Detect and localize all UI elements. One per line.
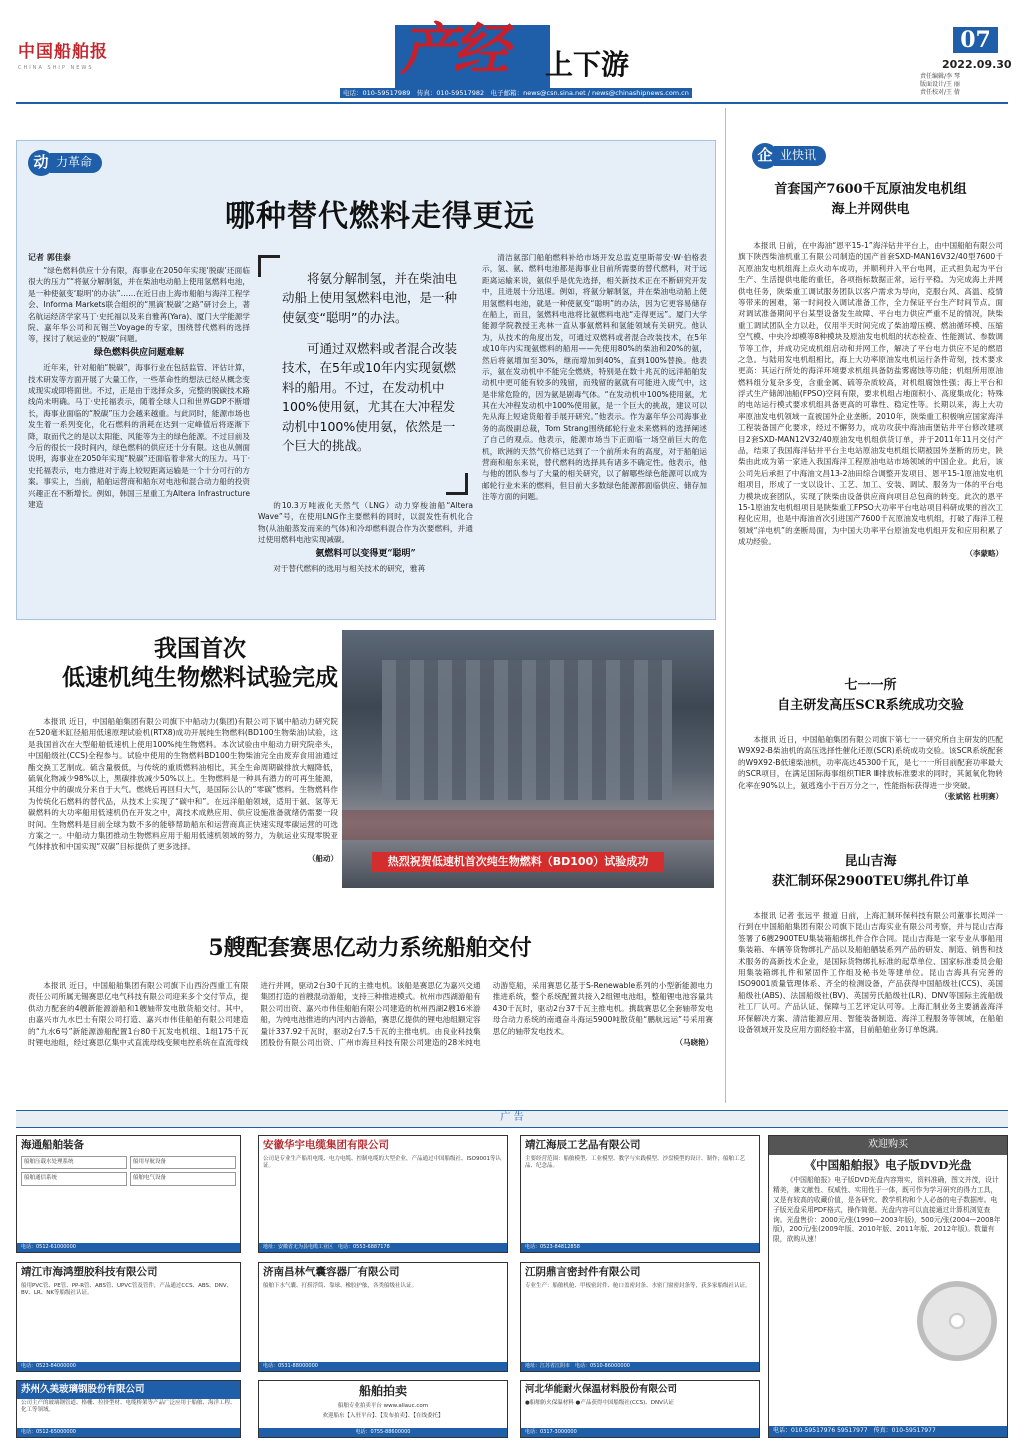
headline-line-2: 获汇制环保2900TEU绑扎件订单 [771, 874, 970, 890]
ad-item: 船舶通信系统 [21, 1172, 127, 1185]
ad-name: 江阴鼎言密封件有限公司 [525, 1266, 641, 1278]
paragraph: 本报讯 近日，中国船舶集团有限公司旗下第七一一研究所自主研发的匹配W9X92-B柴油机的高压选择性催化还原(SCR)系统成功交验。该SCR系统配套的W9X92-B低速柴油机，功率高达45300千瓦，是七一一所目前配套功率最大的SCR项目，在满足国际海事组织TIER Ⅲ排放标准要求的同时，其氮氧化物转化率在90%以上，氨逃逸小于百万分之一，性能指标获得进一步突破。 [738, 735, 1003, 790]
ad-footer: 电话：0523-84000000 [17, 1362, 240, 1371]
ad-footer: 地址：安徽省无为县电缆工业区 电话：0553-6887178 [259, 1243, 507, 1252]
tag-char: 动 [28, 150, 54, 176]
ad-text: 主要经营范围：船舶模型、工业模型、教学与实践模型、沙盘模型的设计、制作；船舶工艺品、纪念品。 [525, 1156, 746, 1170]
news1-headline [738, 180, 1003, 220]
news2-body [738, 734, 1003, 836]
ad-name: 靖江市海鸿塑胶科技有限公司 [21, 1266, 158, 1278]
ad-title: 欢迎购买 [769, 1136, 1007, 1155]
ad-item: 船用导航设备 [130, 1156, 236, 1169]
quote-text-2: 可通过双燃料或者混合改装技术，在5年或10年内实现氨燃料的船用。不过，在发动机中100%使用氨，尤其在大冲程发动机中100%使用氨，依然是一个巨大的挑战。 [282, 341, 458, 453]
ad-footer: 电话：0531-88000000 [259, 1362, 507, 1371]
celebration-banner: 热烈祝贺低速机首次纯生物燃料（BD100）试验成功 [372, 852, 664, 872]
paragraph: 本报讯 近日，中国船舶集团有限公司旗下山西汾西重工有限责任公司所属无锡赛思亿电气科技有限公司迎来多个交付节点，提供动力配套的4艘新能源游船和1艘轴带发电散货船交付。其中，由嘉兴市九水巴士有限公司打造、嘉兴市伟佳船舶有限公司建造的“九水6号”新能源游船配置1台80千瓦发电机组、1组175千瓦时锂电池组，经过赛思亿集中式直流母线变频电控系统在直流母线进行并网，驱动2台30千瓦的主推电机。该船是赛思亿为嘉兴交通集团打造的首艘混动游船，支持三种推进模式。杭州市西湖游船有限公司出资、嘉兴市伟佳船舶有限公司建造的杭州西湖2艘16米游船，为纯电池推进的内河内古游船，赛思亿提供的锂电池组额定容量计337.92千瓦时，驱动2台7.5千瓦的主推电机。由良业科技集团股份有限公司出资、广州市海旦科技有限公司建造的28米纯电动游览船，采用赛思亿基于S-Renewable系列的小型新能源电力推进系统，整个系统配置共接入2组锂电池组，整船锂电池容量共430千瓦时，驱动2台37千瓦主推电机。携载赛思亿全套轴带发电母合动力系统的南通奋斗海运5900吨散货船“鹏航远运”号采用赛思亿的轴带发电技术。 [28, 981, 713, 1047]
ad-line: 欢迎船东【入驻平台】、【发布拍卖】、【在线委托】 [322, 1412, 444, 1419]
ad-footer: 电话：0755-88600000 [259, 1428, 507, 1437]
ad-footer: 电话：0512-65000000 [17, 1428, 240, 1437]
paragraph: 本报讯 日前，在中海油“恩平15-1”海洋钻井平台上，由中国船舶有限公司旗下陕西柴油机重工有限公司制造的国产首套SXD-MAN16V32/40型7600千瓦原油发电机组海上点火动车成功，并顺利并入平台电网，正式担负起为平台生产、生活提供电能的重任，各项指标数据正常，运行平稳。为完成海上并网供电任务，陕柴重工调试服务团队以客户需求为导向，克服台风、高温、疫情等带来的困难，第一时间投入调试准备工作，全力保证平台生产时间节点。面对调试准备期间平台某型设备发生故障、平台电力供应严重不足的情况，陕柴重工调试团队全力以赴，仅用半天时间完成了柴油增压模、燃油循环模、压缩空气模、中央冷却模等8种模块及原油发电机组的状态检查、性能测试、参数调节等工作，并成功完成机组启动和并网工作，解决了平台电力供应不足的燃眉之急。与陆用发电机组相比，海上大功率原油发电机运行条件苛刻，技术要求更高：其运行所处的海洋环境要求机组具备防盐雾腐蚀等功能；机组所用原油燃料组分复杂多变，含重金属、硫等杂质较高，对机组腐蚀性强；海上平台和浮式生产储卸油船(FPSO)空间有限，要求机组占地面积小、高度集成化；特殊的电站运行模式要求机组具备更高的可靠性、稳定性等。长期以来，海上大功率原油发电机领域一直被国外企业垄断。2010年，陕柴重工积极响应国家海洋工程装备国产化要求，经过不懈努力，成功攻获中海油南堡钻井平台修改建项目2套SXD-MAN12V32/40原油发电机组供货订单，并于2011年11月交付产品，结束了我国海洋钻井平台主电站原油发电机组长期被国外垄断的历史，陕柴由此成为第一家进入我国海洋工程原油电站市场领域的中国企业。此后，该公司先后承担了中海油文昌13-2油田综合调整开发项目、恩平15-1原油发电机组项目，形成了一支以设计、工艺、加工、安装、调试、服务为一体的平台电力模块成套团队，实现了陕柴由设备供应商向项目总包商的转变。此次的恩平15-1原油发电机组项目是陕柴重工FPSO大功率平台电站项目科研成果的首次工程化应用，也是中海油首次引进国产7600千瓦原油发电机组，打破了海洋工程领域“洋电机”的垄断局面，为中国大功率平台原油发电机组开发和应用积累了成功经验。 [738, 241, 1003, 547]
crowd [342, 810, 714, 840]
ad-name: 海通船舶装备 [21, 1139, 84, 1151]
header-rule [16, 102, 1008, 104]
ad-name: 苏州久美玻璃钢股份有限公司 [17, 1381, 240, 1399]
ad-footer: 地址：江苏省江阴市 电话：0510-86000000 [521, 1362, 759, 1371]
ad-sub: 船舶专业拍卖平台 www.allauc.com [337, 1403, 429, 1410]
disc-icon [917, 1281, 997, 1361]
engine-photo [342, 630, 714, 888]
ad-name: 靖江海辰工艺品有限公司 [525, 1139, 641, 1151]
ad-text: 船舶下水气囊、打捞浮筒、靠球、橡胶护舷，各类船级社认证。 [263, 1283, 418, 1290]
news3-body [738, 910, 1003, 1102]
logo-chinese: 中国船舶报 [18, 42, 108, 62]
paragraph: 近年来，针对船舶“脱碳”，海事行业在包括监管、评估计算，技术研发等方面开展了大量工作，一些革命性的想法已经从概念变成现实或即将面世。不过，正是由于选择众多，完整的脱碳技术路线尚未明确。马丁·史托福表示，随着全球人口和世界GDP不断增长，海事业面临的“脱碳”压力会越来越重。与此同时，能源市场也发生着一系列变化，化石燃料的消耗在达到一定峰值后将逐渐下降，取而代之的是以太阳能、风能等为主的绿色能源。不过目前及今后的很长一段时间内，绿色燃料的供应还十分有限。这也从侧面说明，海事业在2050年实现“脱碳”还面临着非常大的压力。马丁·史托福表示，电力推进对于海上较短距离运输是一个十分可行的方案。事实上，当前，船舶运营商和船东对电池和混合动力船的投资兴趣正在不断增长。例如，韩国三星重工为Altera Infrastructure建造 [28, 363, 250, 509]
right-section-tag [752, 143, 826, 169]
section-title: 产经 [400, 17, 506, 83]
ships-headline: 5艘配套赛思亿动力系统船舶交付 [208, 935, 532, 961]
paragraph: 本报讯 记者 张远平 报道 日前，上海汇制环保科技有限公司董事长周洋一行到在中国船舶集团有限公司旗下昆山吉海实业有限公司考察，并与昆山吉海签署了6艘2900TEU集装箱船绑扎件合作合同。昆山吉海是一家专业从事船用集装箱、车辆等货物绑扎产品以及船舶舾装系列产品的研发、制造、销售和技术服务的高新技术企业，是国际货物绑扎标准的起草单位、国家标准委员会船用集装箱绑扎件和紧固件工作组及秘书处等建单位。昆山吉海具有完善的ISO9001质量管理体系、齐全的检测设备，产品获得中国船级社(CCS)、美国船级社(ABS)、法国船级社(BV)、英国劳氏船级社(LR)、DNV等国际主流船级社工厂认可。产品认证、保障与工艺评定认可等。上海汇制业务主要涵盖海洋环保解决方案、清洁能源应用、智能装备制造、海洋工程服务等领域，在船舶设备领域开发及应用方面经验丰富，目前船舶业务订单饱满。 [738, 911, 1003, 1034]
newspaper-logo [18, 40, 138, 70]
ad-haitong[interactable] [16, 1135, 241, 1253]
ad-text: 公司是专业生产船用电缆、电力电缆、控制电缆的大型企业，产品通过中国船级社、ISO9001等认证。 [263, 1156, 501, 1170]
column-divider [725, 108, 726, 1103]
ad-name: 济南昌林气囊容器厂有限公司 [263, 1266, 400, 1278]
tag-label: 力革命 [50, 153, 102, 172]
quote-text-1: 将氨分解制氢，并在柴油电动船上使用氢燃料电池，是一种使氨变“聪明”的办法。 [282, 271, 458, 325]
news1-body [738, 240, 1003, 665]
headline-line-1: 我国首次 [154, 635, 246, 662]
section-tag [28, 150, 102, 176]
byline-sign: （马晓艳） [675, 1037, 713, 1047]
ad-text: 公司主产的玻璃钢管道、格栅、拉挤型材、电缆桥架等产品广泛应用于船舶、海洋工程、化工等领域。 [21, 1399, 236, 1413]
tag-label: 业快讯 [774, 146, 826, 165]
ad-jiumei[interactable] [16, 1380, 241, 1438]
headline-line-2: 自主研发高压SCR系统成功交验 [777, 698, 964, 714]
headline-line-1: 七一一所 [844, 678, 897, 693]
ad-huayu-cable[interactable] [258, 1135, 508, 1253]
issue-date: 2022.09.30 [942, 58, 1012, 71]
ad-dvd[interactable] [768, 1135, 1008, 1438]
headline-line-1: 首套国产7600千瓦原油发电机组 [774, 182, 967, 197]
ad-item: 船舶电气设备 [130, 1172, 236, 1185]
headline-line-2: 海上并网供电 [831, 202, 910, 218]
section-subtitle: 上下游 [545, 48, 630, 81]
ad-name: 《中国船舶报》电子版DVD光盘 [804, 1157, 972, 1172]
biofuel-body [28, 716, 338, 901]
ad-haichen[interactable] [520, 1135, 760, 1253]
editor-line: 责任编辑/李 琴 [920, 73, 960, 80]
byline-sign: （张斌铭 杜明赛） [940, 791, 1003, 801]
byline-sign: （船动） [308, 853, 338, 863]
logo-english: CHINA SHIP NEWS [18, 64, 94, 71]
engine-block [382, 660, 672, 800]
ad-huaneng[interactable] [520, 1380, 760, 1438]
ad-item: 船舶压载水处理系统 [21, 1156, 127, 1169]
contact-text: 电话：010-59517989 传真：010-59517982 电子邮箱：news@csn.sina.net / news@chinashipnews.com.cn [340, 88, 692, 98]
quote-bracket-open [258, 255, 280, 277]
ships-body [28, 980, 713, 1100]
byline-sign: （李蒙略） [965, 548, 1003, 558]
headline-line-2: 低速机纯生物燃料试验完成 [62, 663, 338, 691]
ad-text: ●船舶防火保温材料 ●产品获得中国船级社(CCS)、DNV认证 [525, 1399, 674, 1406]
page-number: 07 [953, 27, 998, 53]
subheading: 氨燃料可以变得更“聪明” [315, 548, 416, 559]
paragraph: “绿色燃料供应十分有限，海事业在2050年实现‘脱碳’还面临很大的压力”“将氨分解制氢，并在柴油电动船上使用氢燃料电池，是一种使氨变‘聪明’的办法”……在近日由上海市船舶与海洋工程学会、Informa Markets联合组织的“黑滴‘脱碳’之路”研讨会上，著名航运经济学家马丁·史托福以及来自雅苒(Yara)、厦门大学能源学院、嘉年华公司和瓦锡兰Voyage的专家，围绕替代燃料的选择等，探讨了航运业的“脱碳”问题。 [28, 266, 250, 344]
ad-haihong[interactable] [16, 1262, 241, 1372]
ad-name: 河北华能耐火保温材料股份有限公司 [525, 1384, 678, 1395]
editor-line: 责任校对/王 倩 [920, 89, 960, 97]
feature-headline: 哪种替代燃料走得更远 [225, 199, 535, 234]
ad-dingyan[interactable] [520, 1262, 760, 1372]
pull-quote [258, 255, 468, 495]
ad-text: 《中国船舶报》电子版DVD光盘内容翔实，资料准确，图文并茂，设计精美，兼文献性、权威性、实用性于一体，既可作为学习研究的得力工具，又是有较高的收藏价值，是各研究、教学机构和个人必备的电子数据库。电子版光盘采用PDF格式，操作简便。光盘内容可以直接通过计算机浏览查询。光盘售价：2000元/张(1990—2003年版)，500元/张(2004—2008年版)，200元/张(2009年版、2010年版、2011年版、2012年版)。数量有限，欲购从速！ [773, 1176, 1001, 1244]
ad-text: 专业生产：船舶机舱、甲板密封件、舱口盖密封条、水密门窗密封条等，获多家船级社认证。 [525, 1283, 751, 1290]
tag-char: 企 [752, 143, 778, 169]
paragraph: 清洁氨部门船舶燃料补给市场开发总监克里斯蒂安·W·伯格表示，氢、氨、燃料电池都是海事业目前所需要的替代燃料，对于远距离运输来说，氨似乎是优先选择，相关新技术正在不断研究开发中，且进展十分迅速。例如，将氨分解制氢，并在柴油电动船上使用氢燃料电池，就是一种使氨变“聪明”的办法，因为它更容易储存在船上，而且，氢燃料电池将比氨燃料电池“走得更远”。厦门大学能源学院教授王兆林一直从事氨燃料和氢能领域有关研究。他认为，从技术的角度出发，可通过双燃料或者混合改装技术，在5年或10年内实现氨燃料的船用——先使用80%的柴油和20%的氨，然后将氨增加至30%，继而增加到40%，直到100%替换。他表示，氨在发动机中不能完全燃烧，特别是在数十兆瓦的远洋船舶发动机中更可能有较多的残留，而残留的氨就有可能进入废气中，这是非常危险的，因为氨是剧毒气体。“在发动机中100%使用氨，尤其在大冲程发动机中100%使用氨，是一个巨大的挑战，建议可以先从海上短途货船着手展开研究。”他表示。作为嘉年华公司海事业务的高级副总裁，Tom Strang围绕邮轮行业未来燃料的选择阐述了自己的观点。他表示，能源市场当下正面临一场空前巨大的危机，欧洲的天然气价格已达到了一个前所未有的高度，对于船舶运营商和船东来说，替代燃料的选择具有诸多不确定性。他表示，他与他的团队参与了大量的相关研究，以了解哪些绿色能源可以成为邮轮行业未来的燃料，但目前大多数绿色能源都面临供应、储存加注等方面的问题。 [482, 253, 707, 502]
ad-ship-auction[interactable] [258, 1380, 508, 1438]
biofuel-headline [30, 635, 370, 693]
quote-bracket-close [446, 473, 468, 495]
paragraph: 本报讯 近日，中国船舶集团有限公司旗下中船动力(集团)有限公司下属中船动力研究院在520毫米缸径船用低速原理试验机(RTX8)成功开展纯生物燃料(BD100生物柴油)试验，这是我国首次在大型船舶低速机上使用100%纯生物燃料。本次试验由中船动力研究院牵头，中国船级社(CCS)全程参与。试验中使用的生物燃料BD100生物柴油完全由废弃食用油通过酯交换工艺制成。硫含量极低，与传统的重质燃料油相比，其全生命周期碳排放大幅降低，硫氧化物减少98%以上，黑碳排放减少50%以上。生物燃料是一种具有潜力的可再生能源，其组分中的碳成分来自于大气。燃烧后再回归大气，是国际公认的“零碳”燃料。生物燃料作为传统化石燃料的替代品，从技术上实现了“碳中和”。在远洋船舶领域，适用于氨、氢等无碳燃料的大功率船用低速机仍在开发之中，离技术成熟应用、供应设施准备就绪仍需要一段时间。生物燃料是目前全球为数不多的能够帮助船东和运营商真正快速实现零碳运营的可选方案之一。中船动力集团推动生物燃料应用于船用低速机领域的努力，为航运业实现零脱亚气体排放和中国实现“双碳”目标提供了更多选择。 [28, 717, 338, 852]
article-column-3 [482, 252, 707, 614]
editor-line: 版面设计/王 丽 [920, 81, 960, 89]
ad-footer: 电话：0317-3000000 [521, 1428, 759, 1437]
ad-footer: 电话：010-59517976 59517977 传真：010-59517977 [769, 1426, 1007, 1437]
editor-credits [920, 73, 960, 97]
ad-footer: 电话：0512-61000000 [17, 1243, 240, 1252]
ad-section-header: 广 告 [16, 1110, 1008, 1128]
article-column-2 [258, 500, 473, 615]
ad-footer: 电话：0523-84812858 [521, 1243, 759, 1252]
news2-headline [738, 676, 1003, 716]
ad-changlin[interactable] [258, 1262, 508, 1372]
ad-product-grid [17, 1155, 240, 1186]
ad-name: 船舶拍卖 [358, 1384, 407, 1398]
headline-line-1: 昆山吉海 [844, 854, 897, 869]
paragraph: 对于替代燃料的选用与相关技术的研究，雅苒 [273, 564, 426, 574]
ad-text: 船用PVC管、PE管、PP-R管、ABS管、UPVC管及管件，产品通过CCS、ABS、DNV、BV、LR、NK等船级社认证。 [21, 1283, 233, 1297]
byline: 记者 郭佳泰 [28, 253, 71, 262]
contact-line [340, 89, 692, 98]
news3-headline [738, 852, 1003, 892]
article-column-1 [28, 265, 250, 610]
paragraph: 的10.3万吨液化天然气（LNG）动力穿梭油船“Altera Wave”号，在使用LNG作主要燃料的同时，以混发性有机化合物(从油船蒸发而来的气体)和冷却燃料混合作为次要燃料，并通过使用燃料电池实现减碳。 [258, 501, 473, 545]
subheading: 绿色燃料供应问题难解 [93, 347, 184, 358]
ad-name: 安徽华宇电缆集团有限公司 [263, 1139, 389, 1151]
